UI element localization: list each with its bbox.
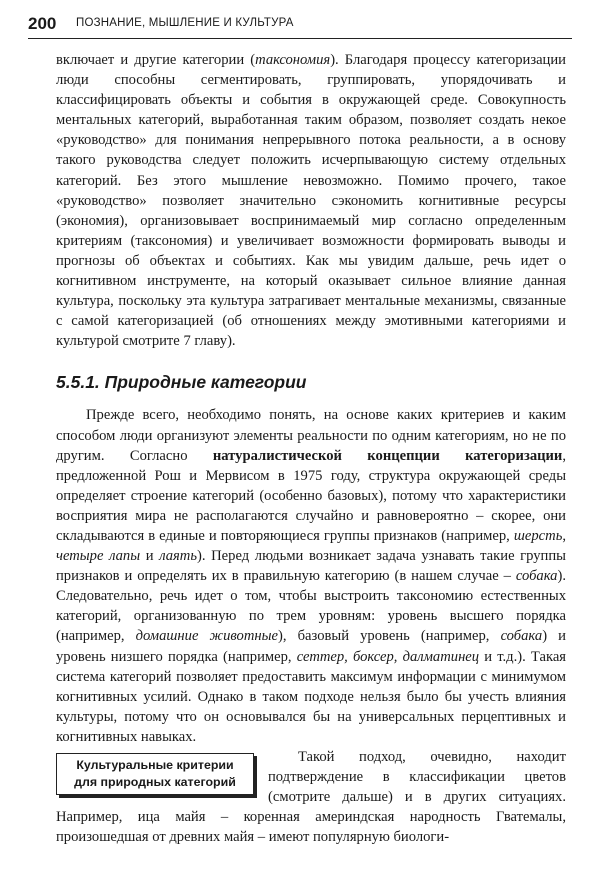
text-run: , предложенной Рош и Мервисом в 1975 году, структура окружающей среды определяет строение категорий (особенно базовых), потому что характеристики восприятия мира не располагаются случайно и равновероятно – скорее, они складываются в единые и повторяющиеся группы признаков (например,: [56, 447, 566, 544]
example-term: шерсть: [513, 527, 563, 544]
section-heading: 5.5.1. Природные категории: [56, 372, 307, 393]
example-term: собака: [500, 628, 543, 645]
term-naturalistic-concept: натуралистической концепции категоризации: [212, 447, 563, 464]
example-term: четыре лапы: [56, 548, 141, 565]
paragraph-natural-categories: [56, 405, 566, 747]
margin-note-line: Культуральные критерии: [76, 758, 234, 772]
text-run: Прежде всего, необходимо понять, на основе каких критериев и каким способом люди организуют элементы реальности по одним категориям, но не по другим. Согласно: [56, 407, 566, 464]
text-run: и: [140, 548, 160, 565]
text-run: ). Следовательно, речь идет о том, чтобы выстроить таксономию естественных категорий, организованную по трем уровням: уровень высшего порядка (например,: [56, 568, 566, 645]
text-run: включает и другие категории (: [56, 52, 256, 68]
margin-note-box: [56, 753, 254, 795]
page-body: [56, 50, 566, 847]
page-header: [28, 14, 572, 39]
text-run: ). Перед людьми возникает задача узнавать такие группы признаков и определять их в правильную категорию (в нашем случае –: [56, 548, 566, 585]
text-run: ) и уровень низшего порядка (например,: [56, 628, 566, 665]
running-title: ПОЗНАНИЕ, МЫШЛЕНИЕ И КУЛЬТУРА: [76, 17, 294, 29]
text-run: и т.д.). Такая система категорий позволяет предоставить максимум информации с минимумом когнитивных усилий. Однако в таком подходе нельзя было бы учесть влияния культуры, потому что он основывался бы на универсальных перцептивных и когнитивных навыках.: [56, 648, 567, 745]
text-run: ), базовый уровень (например,: [278, 628, 501, 645]
example-term: сеттер, боксер, далматинец: [296, 648, 480, 665]
text-run: ,: [562, 527, 566, 544]
margin-note-line: для природных категорий: [74, 775, 236, 789]
text-run: Такой подход, очевидно, находит подтверждение в классификации цветов (смотрите дальше) и в других ситуациях. Например, ица майя – коренная америндская народность Гватемалы, произошедшая от древних майя – имеют популярную биологи-: [56, 749, 566, 846]
term-taxonomy: таксономия: [255, 52, 331, 68]
page-number: 200: [28, 14, 57, 33]
text-run: ). Благодаря процессу категоризации люди способны сегментировать, группировать, упорядочивать и классифицировать объекты и события в окружающей среде. Совокупность ментальных категорий, выработанная таким образом, позволяет создать некое «руководство» для понимания непрерывного потока реальности, а в основу такого руководства следует положить исчерпывающую систему отдельных категорий. Без этого мышление невозможно. Помимо прочего, такое «руководство» позволяет значительно сэкономить когнитивные ресурсы (экономия), организовывает воспринимаемый мир согласно определенным критериям (таксономия) и увеличивает возможности формировать выводы и прогнозы об объектах и событиях. Как мы увидим дальше, речь идет о когнитивном инструменте, на который оказывает сильное влияние данная культура, поскольку эта культура затрагивает ментальные механизмы, связанные с самой категоризацией (об отношениях между эмотивными категориями и культурой смотрите 7 главу).: [56, 52, 566, 350]
example-term: лаять: [159, 548, 197, 565]
example-term: собака: [515, 568, 558, 585]
example-term: домашние животные: [135, 628, 278, 645]
paragraph-intro: [56, 50, 566, 351]
